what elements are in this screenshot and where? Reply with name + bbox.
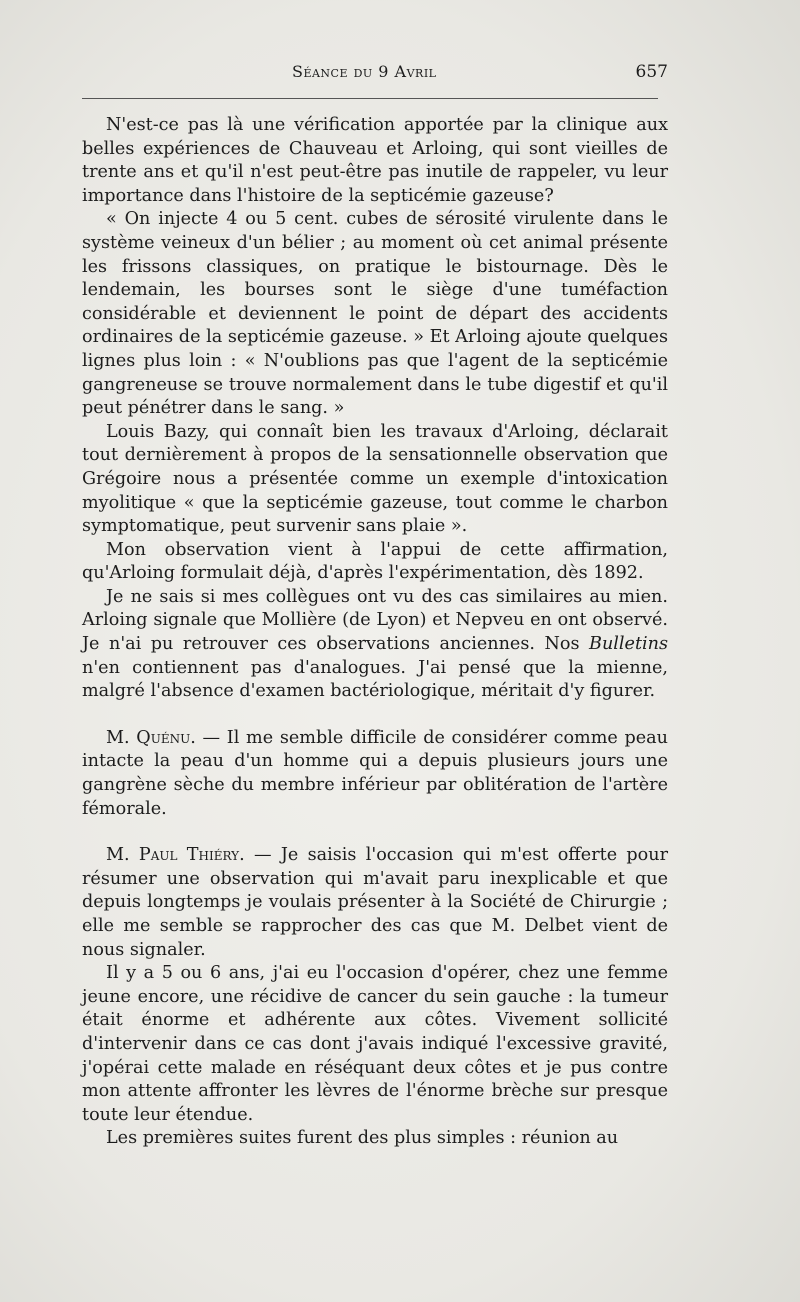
page-header — [82, 62, 668, 82]
quenu-text: — Il me semble difficile de considérer comme peau intacte la peau d'un homme qui a depuis plusieurs jours une gangrène sèche du membre inférieur par oblitération de l'artère fémorale. — [82, 727, 669, 819]
similar-cases-text-a: Je ne sais si mes collègues ont vu des cas similaires au mien. Arloing signale que Mollière (de Lyon) et Nepveu en ont observé. Je n'ai pu retrouver ces observations anciennes. Nos — [82, 586, 668, 655]
body-text — [82, 114, 668, 1151]
running-head — [292, 62, 437, 81]
paragraph-arloing-quote: « On injecte 4 ou 5 cent. cubes de sérosité virulente dans le système veineux d'un bélier ; au moment où cet animal présente les frissons classiques, on pratique le bistournage. Dès le lendemain, les bourses sont le siège d'une tuméfaction considérable et deviennent le point de départ des accidents ordinaires de la septicémie gazeuse. » Et Arloing ajoute quelques lignes plus loin : « N'oublions pas que l'agent de la septicémie gangreneuse se trouve normalement dans le tube digestif et qu'il peut pénétrer dans le sang. » — [82, 209, 668, 419]
speaker-quenu: M. Quénu. — [106, 727, 196, 748]
page-number: 657 — [635, 62, 668, 82]
similar-cases-text-b: n'en contiennent pas d'analogues. J'ai pensé que la mienne, malgré l'absence d'examen bactériologique, méritait d'y figurer. — [82, 657, 668, 702]
speaker-thiery: M. Paul Thiéry. — [106, 845, 245, 866]
paragraph-affirmation: Mon observation vient à l'appui de cette affirmation, qu'Arloing formulait déjà, d'après l'expérimentation, dès 1892. — [82, 539, 668, 584]
paragraph-operation: Il y a 5 ou 6 ans, j'ai eu l'occasion d'opérer, chez une femme jeune encore, une récidive de cancer du sein gauche : la tumeur était énorme et adhérente aux côtes. Vivement sollicité d'intervenir dans ce cas dont j'avais indiqué l'excessive gravité, j'opérai cette malade en réséquant deux côtes et je pus contre mon attente affronter les lèvres de l'énorme brèche sur presque toute leur étendue. — [82, 963, 668, 1125]
paragraph-thiery — [82, 844, 668, 962]
paragraph-quenu — [82, 727, 668, 821]
paragraph-verification: N'est-ce pas là une vérification apportée par la clinique aux belles expériences de Chauveau et Arloing, qui sont vieilles de trente ans et qu'il n'est peut-être pas inutile de rappeler, vu leur importance dans l'histoire de la septicémie gazeuse? — [82, 115, 668, 206]
bulletins-italic: Bulletins — [589, 634, 668, 655]
header-rule — [82, 98, 658, 99]
running-head-day: 9 — [378, 62, 389, 81]
paragraph-louis-bazy: Louis Bazy, qui connaît bien les travaux d'Arloing, déclarait tout dernièrement à propos de la sensationnelle observation que Grégoire nous a présentée comme un exemple d'intoxication myolitique « que la septicémie gazeuse, tout comme le charbon symptomatique, peut survenir sans plaie ». — [82, 421, 668, 537]
paragraph-similar-cases — [82, 586, 668, 704]
running-head-prefix: Séance du — [292, 62, 379, 81]
paragraph-first-sequels: Les premières suites furent des plus simples : réunion au — [106, 1128, 619, 1149]
thiery-text: — Je saisis l'occasion qui m'est offerte pour résumer une observation qui m'avait paru inexplicable et que depuis longtemps je voulais présenter à la Société de Chirurgie ; elle me semble se rapprocher des cas que M. Delbet vient de nous signaler. — [82, 845, 668, 960]
running-head-suffix: Avril — [388, 62, 437, 81]
